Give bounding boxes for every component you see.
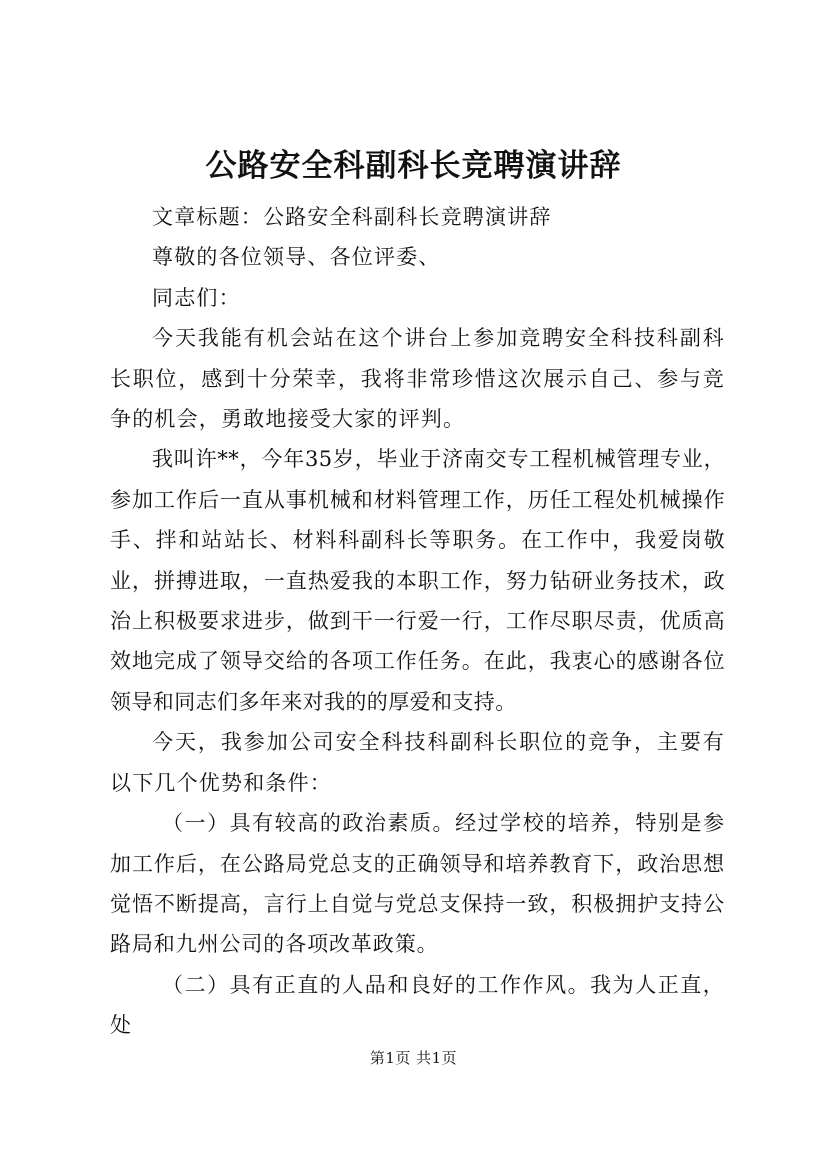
paragraph-salutation-comrades: 同志们：	[152, 285, 241, 310]
paragraph-advantages-intro: 今天，我参加公司安全科技科副科长职位的竞争，主要有以下几个优势和条件：	[110, 730, 725, 795]
page-footer: 第1页 共1页	[369, 1049, 458, 1067]
paragraph-self-introduction: 我叫许**，今年35岁，毕业于济南交专工程机械管理专业，参加工作后一直从事机械和材料管理工作，历任工程处机械操作手、拌和站站长、材料科副科长等职务。在工作中，我爱岗敬业，拼搏进取，一直热爱我的本职工作，努力钻研业务技术，政治上积极要求进步，做到干一行爱一行，工作尽职尽责，优质高效地完成了领导交给的各项工作任务。在此，我衷心的感谢各位领导和同志们多年来对我的的厚爱和支持。	[110, 447, 725, 714]
document-title: 公路安全科副科长竞聘演讲辞	[205, 148, 622, 184]
paragraph-advantage-one: （一）具有较高的政治素质。经过学校的培养，特别是参加工作后，在公路局党总支的正确领导和培养教育下，政治思想觉悟不断提高，言行上自觉与党总支保持一致，积极拥护支持公路局和九州公司的各项改革政策。	[110, 811, 725, 957]
paragraph-article-title: 文章标题：公路安全科副科长竞聘演讲辞	[152, 205, 552, 229]
paragraph-advantage-two: （二）具有正直的人品和良好的工作作风。我为人正直，处	[110, 972, 725, 1038]
paragraph-salutation: 尊敬的各位领导、各位评委、	[152, 245, 441, 270]
paragraph-opening: 今天我能有机会站在这个讲台上参加竞聘安全科技科副科长职位，感到十分荣幸，我将非常珍惜这次展示自己、参与竞争的机会，勇敢地接受大家的评判。	[110, 326, 725, 432]
document-body	[110, 197, 725, 1046]
